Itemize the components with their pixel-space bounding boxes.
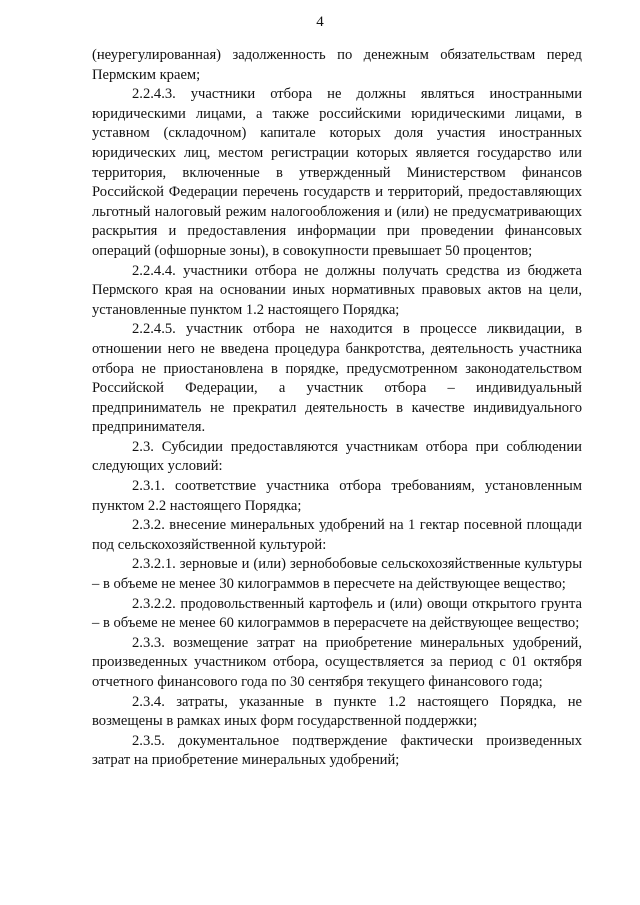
paragraph-2-3-2-2: 2.3.2.2. продовольственный картофель и (или) овощи открытого грунта – в объеме не менее 60 килограммов в перерасчете на действующее вещество;	[92, 595, 582, 632]
page-number: 4	[316, 14, 324, 30]
document-body	[92, 46, 582, 771]
paragraph-2-2-4-5: 2.2.4.5. участник отбора не находится в процессе ликвидации, в отношении него не введена процедура банкротства, деятельность участника отбора не приостановлена в порядке, предусмотренном законодательством Российской Федерации, а участник отбора – индивидуальный предприниматель не прекратил деятельность в качестве индивидуального предпринимателя.	[92, 321, 582, 436]
paragraph-2-3-3: 2.3.3. возмещение затрат на приобретение минеральных удобрений, произведенных участником отбора, осуществляется за период с 01 октября отчетного финансового года по 30 сентября текущего финансового года;	[92, 634, 582, 690]
paragraph-2-3-5: 2.3.5. документальное подтверждение фактически произведенных затрат на приобретение минеральных удобрений;	[92, 732, 582, 769]
paragraph-2-2-4-4: 2.2.4.4. участники отбора не должны получать средства из бюджета Пермского края на основании иных нормативных правовых актов на цели, установленные пунктом 1.2 настоящего Порядка;	[92, 262, 582, 318]
paragraph-2-3-2: 2.3.2. внесение минеральных удобрений на 1 гектар посевной площади под сельскохозяйственной культурой:	[92, 517, 582, 553]
paragraph-continuation: (неурегулированная) задолженность по денежным обязательствам перед Пермским краем;	[92, 47, 582, 83]
paragraph-2-3-2-1: 2.3.2.1. зерновые и (или) зернобобовые сельскохозяйственные культуры – в объеме не менее 30 килограммов в пересчете на действующее вещество;	[92, 556, 582, 593]
paragraph-2-3-1: 2.3.1. соответствие участника отбора требованиям, установленным пунктом 2.2 настоящего Порядка;	[92, 478, 582, 514]
paragraph-2-2-4-3: 2.2.4.3. участники отбора не должны являться иностранными юридическими лицами, а также российскими юридическими лицами, в уставном (складочном) капитале которых доля участия иностранных юридических лиц, местом регистрации которых является государство или территория, включенные в утвержденный Министерством финансов Российской Федерации перечень государств и территорий, предоставляющих льготный налоговый режим налогообложения и (или) не предусматривающих раскрытия и предоставления информации при проведении финансовых операций (офшорные зоны), в совокупности превышает 50 процентов;	[92, 86, 582, 259]
paragraph-2-3: 2.3. Субсидии предоставляются участникам отбора при соблюдении следующих условий:	[92, 438, 582, 475]
paragraph-2-3-4: 2.3.4. затраты, указанные в пункте 1.2 настоящего Порядка, не возмещены в рамках иных форм государственной поддержки;	[92, 693, 582, 730]
